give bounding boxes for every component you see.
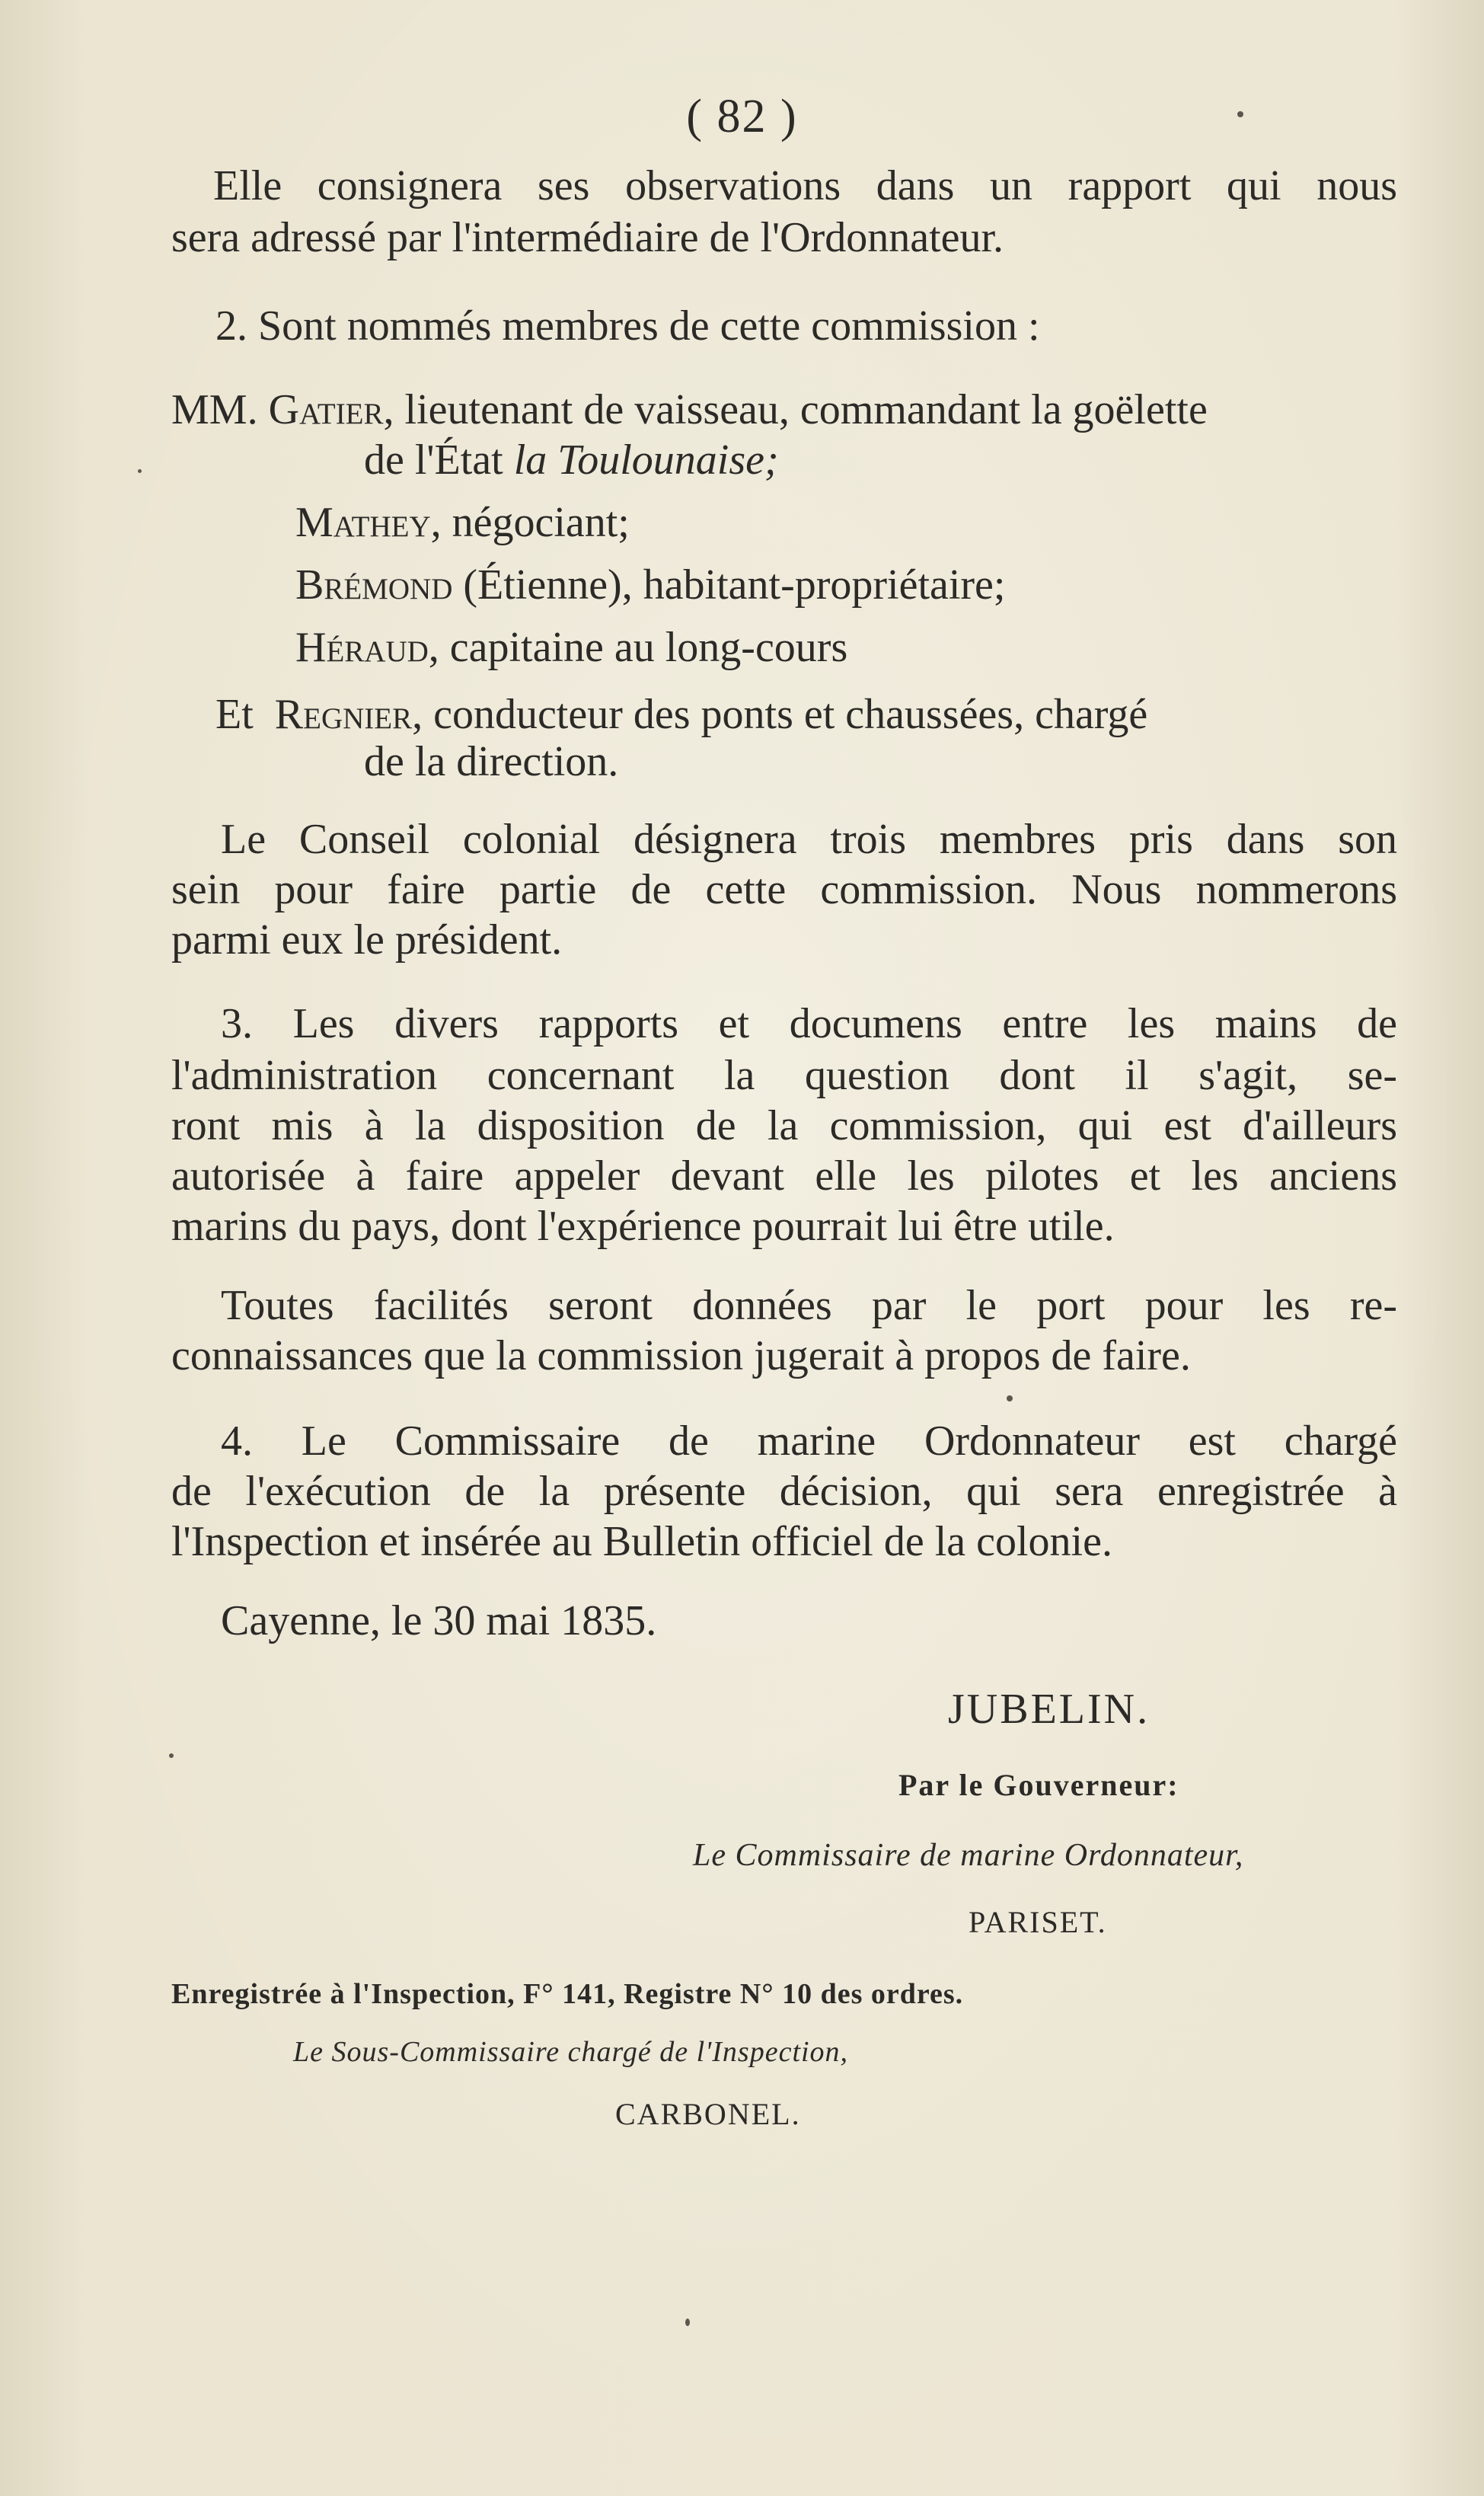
- sous-commissaire-signature: CARBONEL.: [615, 2097, 801, 2131]
- paragraph-line: l'administration concernant la question dont il s'agit, se-: [171, 1052, 1397, 1099]
- paragraph-line: de l'exécution de la présente décision, qui sera enregistrée à: [171, 1468, 1397, 1515]
- member-line: [295, 498, 630, 547]
- member-name: Brémond: [295, 561, 453, 609]
- par-le-gouverneur: Par le Gouverneur:: [898, 1768, 1179, 1802]
- paper-speck: [1237, 111, 1243, 117]
- title-prefix: Et: [215, 691, 254, 738]
- member-role: , négociant;: [430, 499, 630, 546]
- paper-speck: [138, 469, 142, 473]
- page-number: ( 82 ): [686, 91, 798, 142]
- article-2-heading: 2. Sont nommés membres de cette commission :: [215, 302, 1040, 350]
- paragraph-line: connaissances que la commission jugerait à propos de faire.: [171, 1332, 1191, 1379]
- title-prefix: MM.: [171, 386, 258, 433]
- member-role: de l'État: [364, 436, 514, 484]
- registration-note: Enregistrée à l'Inspection, F° 141, Registre N° 10 des ordres.: [171, 1978, 964, 2010]
- ship-name: la Toulounaise;: [513, 436, 779, 484]
- member-role: , capitaine au long-cours: [428, 624, 848, 671]
- paragraph-line: 3. Les divers rapports et documens entre les mains de: [221, 1000, 1397, 1047]
- sous-commissaire-title: Le Sous-Commissaire chargé de l'Inspection,: [293, 2036, 849, 2068]
- member-line: [295, 561, 1005, 609]
- paragraph-line: Elle consignera ses observations dans un rapport qui nous: [213, 162, 1397, 209]
- member-role: , conducteur des ponts et chaussées, chargé: [412, 691, 1148, 738]
- member-role: , lieutenant de vaisseau, commandant la goëlette: [383, 386, 1208, 433]
- member-line-continued: de la direction.: [364, 738, 619, 785]
- member-name: Héraud: [295, 624, 429, 671]
- paper-speck: [685, 2319, 690, 2326]
- member-line: [295, 623, 847, 672]
- paragraph-line: autorisée à faire appeler devant elle les pilotes et les anciens: [171, 1152, 1397, 1200]
- paragraph-line: Le Conseil colonial désignera trois membres pris dans son: [221, 816, 1397, 863]
- paragraph-line: ront mis à la disposition de la commission, qui est d'ailleurs: [171, 1102, 1397, 1149]
- paragraph-line: sera adressé par l'intermédiaire de l'Ordonnateur.: [171, 214, 1004, 261]
- paragraph-line: sein pour faire partie de cette commission. Nous nommerons: [171, 866, 1397, 913]
- paragraph-line: parmi eux le président.: [171, 916, 563, 964]
- ordonnateur-signature: PARISET.: [969, 1905, 1107, 1939]
- paper-speck: [1007, 1395, 1013, 1401]
- member-name: Gatier: [268, 386, 384, 433]
- member-line: [171, 385, 1208, 434]
- member-name: Mathey: [295, 499, 431, 546]
- paragraph-line: l'Inspection et insérée au Bulletin officiel de la colonie.: [171, 1518, 1112, 1565]
- member-line: [215, 690, 1147, 739]
- member-line-continued: [364, 436, 779, 484]
- governor-signature: JUBELIN.: [948, 1686, 1150, 1733]
- paragraph-line: 4. Le Commissaire de marine Ordonnateur est chargé: [221, 1417, 1397, 1465]
- member-name: Regnier: [274, 691, 413, 738]
- date-line: Cayenne, le 30 mai 1835.: [221, 1597, 657, 1644]
- paragraph-line: marins du pays, dont l'expérience pourrait lui être utile.: [171, 1203, 1115, 1250]
- ordonnateur-title: Le Commissaire de marine Ordonnateur,: [693, 1838, 1244, 1873]
- member-role: (Étienne), habitant-propriétaire;: [452, 561, 1006, 609]
- paper-speck: [169, 1753, 174, 1758]
- paragraph-line: Toutes facilités seront données par le port pour les re-: [221, 1282, 1397, 1329]
